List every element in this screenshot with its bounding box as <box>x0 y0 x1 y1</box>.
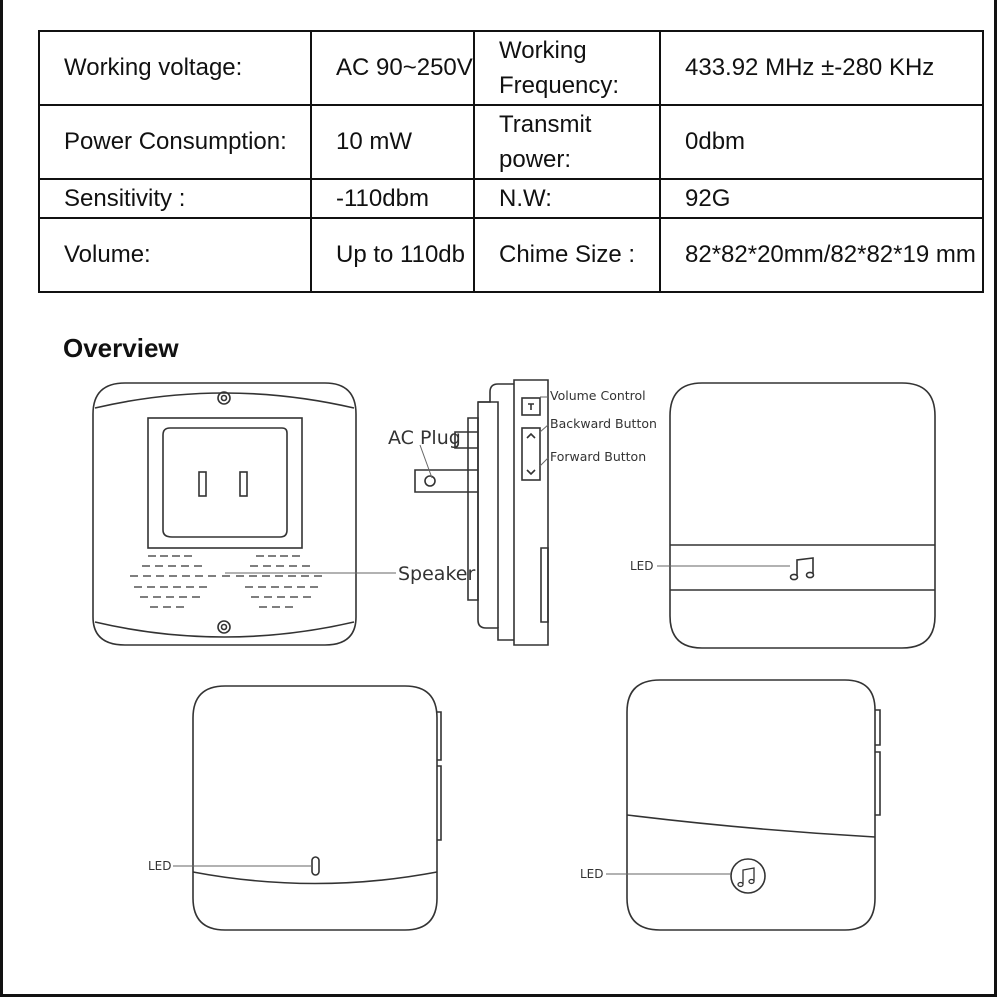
led-front-label: LED <box>630 559 654 573</box>
spec-label: N.W: <box>474 179 660 218</box>
spec-value: 433.92 MHz ±-280 KHz <box>660 31 983 105</box>
spec-label: Power Consumption: <box>39 105 311 179</box>
spec-value: AC 90~250V <box>311 31 474 105</box>
spec-value: 0dbm <box>660 105 983 179</box>
chime-side-view <box>415 380 548 645</box>
spec-table-body <box>39 31 983 292</box>
backward-button-leader <box>540 425 548 432</box>
spec-label: Working voltage: <box>39 31 311 105</box>
spec-value: Up to 110db <box>311 218 474 292</box>
spec-value: 82*82*20mm/82*82*19 mm <box>660 218 983 292</box>
spec-label: Working Frequency: <box>474 31 660 105</box>
spec-value: -110dbm <box>311 179 474 218</box>
led-side-label: LED <box>148 859 172 873</box>
forward-button-leader <box>540 458 548 466</box>
chime-front-view <box>670 383 935 648</box>
backward-button-label: Backward Button <box>550 416 657 431</box>
spec-row <box>39 105 983 179</box>
chime-side-angle-view <box>193 686 441 930</box>
chime-back-view <box>93 383 356 645</box>
spec-value: 10 mW <box>311 105 474 179</box>
spec-label: Chime Size : <box>474 218 660 292</box>
speaker-label: Speaker <box>398 563 476 585</box>
spec-row <box>39 218 983 292</box>
overview-diagram <box>0 370 1000 995</box>
music-note-icon <box>791 558 814 580</box>
spec-row <box>39 179 983 218</box>
spec-label: Transmit power: <box>474 105 660 179</box>
spec-label: Sensitivity : <box>39 179 311 218</box>
forward-button-label: Forward Button <box>550 449 647 464</box>
ac-plug-label: AC Plug <box>388 427 461 449</box>
speaker-grille <box>130 556 322 607</box>
music-note-icon <box>738 868 754 887</box>
spec-label: Volume: <box>39 218 311 292</box>
volume-control-label: Volume Control <box>550 388 646 403</box>
spec-table <box>38 30 984 293</box>
spec-row <box>39 31 983 105</box>
chime-angle-view <box>627 680 880 930</box>
ac-plug-leader <box>420 445 432 478</box>
overview-title: Overview <box>63 333 179 363</box>
led-angle-label: LED <box>580 867 604 881</box>
spec-value: 92G <box>660 179 983 218</box>
